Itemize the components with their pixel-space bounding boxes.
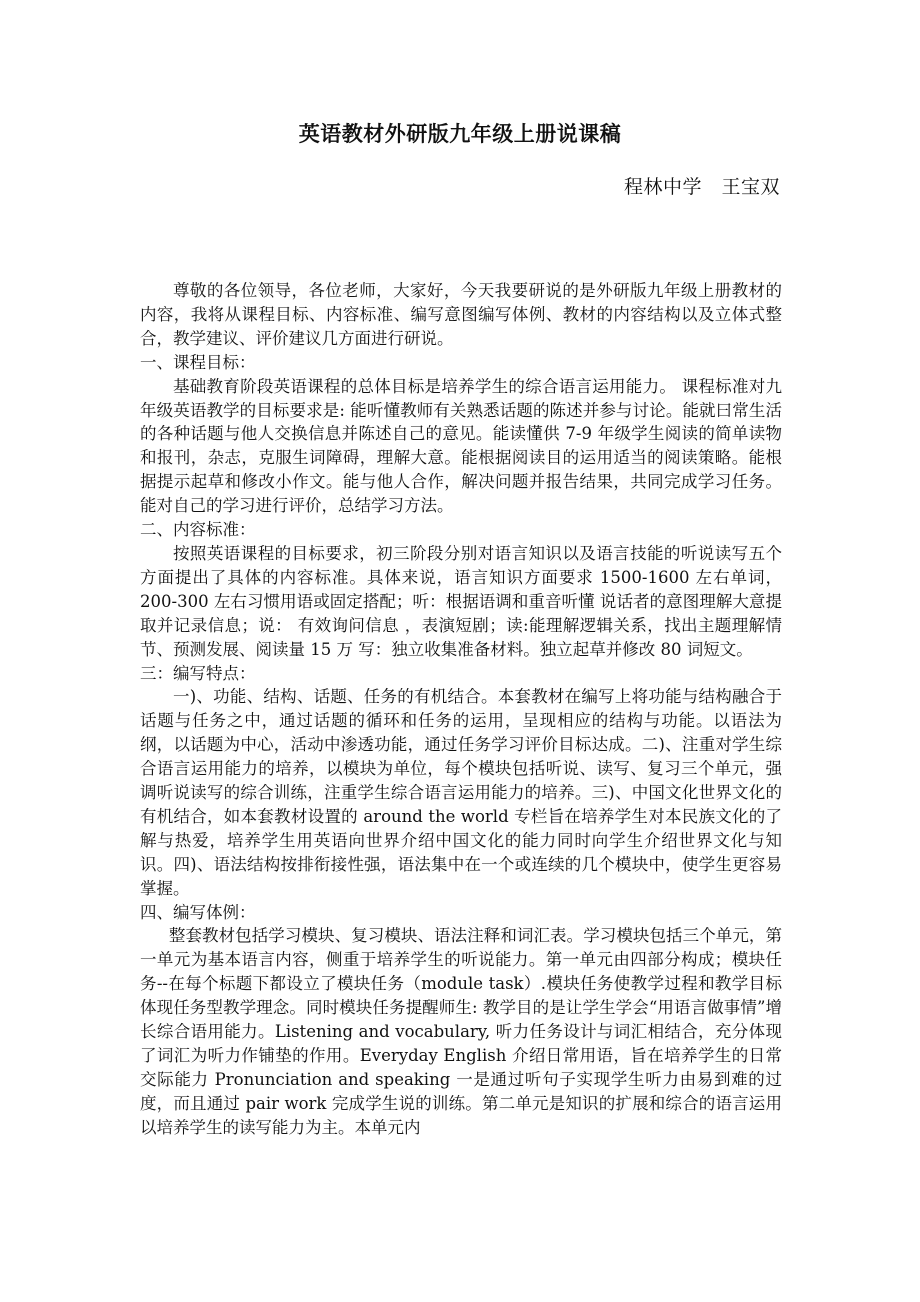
paragraph-intro: 尊敬的各位领导，各位老师，大家好，今天我要研说的是外研版九年级上册教材的内容，我将从课程目标、内容标准、编写意图编写体例、教材的内容结构以及立体式整合，教学建议、评价建议几方面进行研说。 xyxy=(140,281,782,348)
author-line: 程林中学 王宝双 xyxy=(623,176,780,198)
document-body xyxy=(140,279,782,1140)
section-heading-1: 一、课程目标： xyxy=(140,352,256,372)
paragraph-features: 一)、功能、结构、话题、任务的有机结合。本套教材在编写上将功能与结构融合于话题与任务之中，通过话题的循环和任务的运用，呈现相应的结构与功能。以语法为纲，以话题为中心，活动中渗透功能，通过任务学习评价目标达成。二)、注重对学生综合语言运用能力的培养，以模块为单位，每个模块包括听说、读写、复习三个单元，强调听说读写的综合训练，注重学生综合语言运用能力的培养。三)、中国文化世界文化的有机结合，如本套教材设置的 around the world 专栏旨在培养学生对本民族文化的了解与热爱，培养学生用英语向世界介绍中国文化的能力同时向学生介绍世界文化与知识。四)、语法结构按排衔接性强，语法集中在一个或连续的几个模块中，使学生更容易掌握。 xyxy=(140,687,782,898)
paragraph-structure: 整套教材包括学习模块、复习模块、语法注释和词汇表。学习模块包括三个单元，第一单元为基本语言内容，侧重于培养学生的听说能力。第一单元由四部分构成；模块任务--在每个标题下都设立了模块任务（module task）.模块任务使教学过程和教学目标体现任务型教学理念。同时模块任务提醒师生: 教学目的是让学生学会“用语言做事情”增长综合语用能力。Listening and vocabulary, 听力任务设计与词汇相结合，充分体现了词汇为听力作铺垫的作用。Everyday English 介绍日常用语，旨在培养学生的日常交际能力 Pronunciation and speaking 一是通过听句子实现学生听力由易到难的过度，而且通过 pair work 完成学生说的训练。第二单元是知识的扩展和综合的语言运用以培养学生的读写能力为主。本单元内 xyxy=(140,926,782,1137)
section-heading-3: 三：编写特点： xyxy=(140,663,256,683)
section-heading-4: 四、编写体例： xyxy=(140,902,256,922)
document-title: 英语教材外研版九年级上册说课稿 xyxy=(298,121,622,146)
section-heading-2: 二、内容标准： xyxy=(140,520,256,540)
paragraph-course-goals: 基础教育阶段英语课程的总体目标是培养学生的综合语言运用能力。 课程标准对九年级英语教学的目标要求是: 能听懂教师有关熟悉话题的陈述并参与讨论。能就曰常生活的各种话题与他人交换信息并陈述自己的意见。能读懂供 7-9 年级学生阅读的简单读物和报刊，杂志，克服生词障碍，理解大意。能根据阅读目的运用适当的阅读策略。能根据提示起草和修改小作文。能与他人合作，解决问题并报告结果，共同完成学习任务。能对自己的学习进行评价，总结学习方法。 xyxy=(140,376,782,516)
paragraph-content-standards: 按照英语课程的目标要求，初三阶段分别对语言知识以及语言技能的听说读写五个方面提出了具体的内容标准。具体来说，语言知识方面要求 1500-1600 左右单词，200-300 左右习惯用语或固定搭配；听：根据语调和重音听懂 说话者的意图理解大意提取并记录信息；说： 有效询问信息 ，表演短剧；读:能理解逻辑关系，找出主题理解情节、预测发展、阅读量 15 万 写：独立收集准备材料。独立起草并修改 80 词短文。 xyxy=(140,543,782,659)
